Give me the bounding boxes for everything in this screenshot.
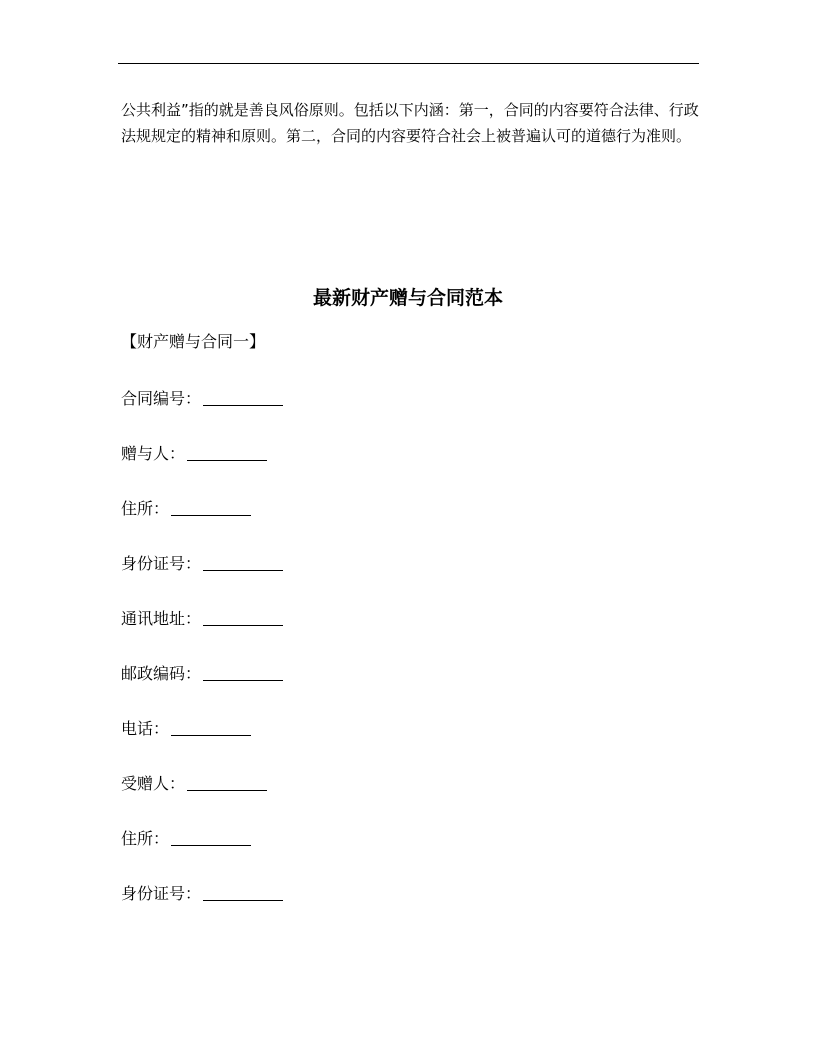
fill-in-blank bbox=[203, 882, 283, 901]
field-mailing-address bbox=[121, 607, 283, 662]
field-donee-id-number bbox=[121, 882, 283, 937]
field-label: 邮政编码： bbox=[121, 664, 202, 683]
fill-in-blank bbox=[187, 772, 267, 791]
fill-in-blank bbox=[203, 552, 283, 571]
header-rule bbox=[118, 63, 699, 64]
field-postal-code bbox=[121, 662, 283, 717]
form-field-list bbox=[121, 387, 283, 937]
field-label: 身份证号： bbox=[121, 554, 202, 573]
field-label: 住所： bbox=[121, 829, 170, 848]
field-label: 电话： bbox=[121, 719, 170, 738]
fill-in-blank bbox=[203, 387, 283, 406]
field-label: 身份证号： bbox=[121, 884, 202, 903]
fill-in-blank bbox=[171, 827, 251, 846]
field-label: 赠与人： bbox=[121, 444, 186, 463]
field-phone bbox=[121, 717, 283, 772]
fill-in-blank bbox=[171, 497, 251, 516]
field-label: 合同编号： bbox=[121, 389, 202, 408]
fill-in-blank bbox=[203, 607, 283, 626]
field-label: 住所： bbox=[121, 499, 170, 518]
intro-paragraph: 公共利益”指的就是善良风俗原则。包括以下内涵：第一，合同的内容要符合法律、行政法规规定的精神和原则。第二，合同的内容要符合社会上被普遍认可的道德行为准则。 bbox=[121, 101, 699, 145]
field-contract-number bbox=[121, 387, 283, 442]
fill-in-blank bbox=[203, 662, 283, 681]
fill-in-blank bbox=[171, 717, 251, 736]
field-donor-id-number bbox=[121, 552, 283, 607]
fill-in-blank bbox=[187, 442, 267, 461]
field-label: 受赠人： bbox=[121, 774, 186, 793]
field-donor bbox=[121, 442, 283, 497]
document-title: 最新财产赠与合同范本 bbox=[312, 287, 503, 309]
field-donee-address bbox=[121, 827, 283, 882]
field-label: 通讯地址： bbox=[121, 609, 202, 628]
field-donor-address bbox=[121, 497, 283, 552]
section-heading: 【财产赠与合同一】 bbox=[121, 332, 266, 351]
field-donee bbox=[121, 772, 283, 827]
